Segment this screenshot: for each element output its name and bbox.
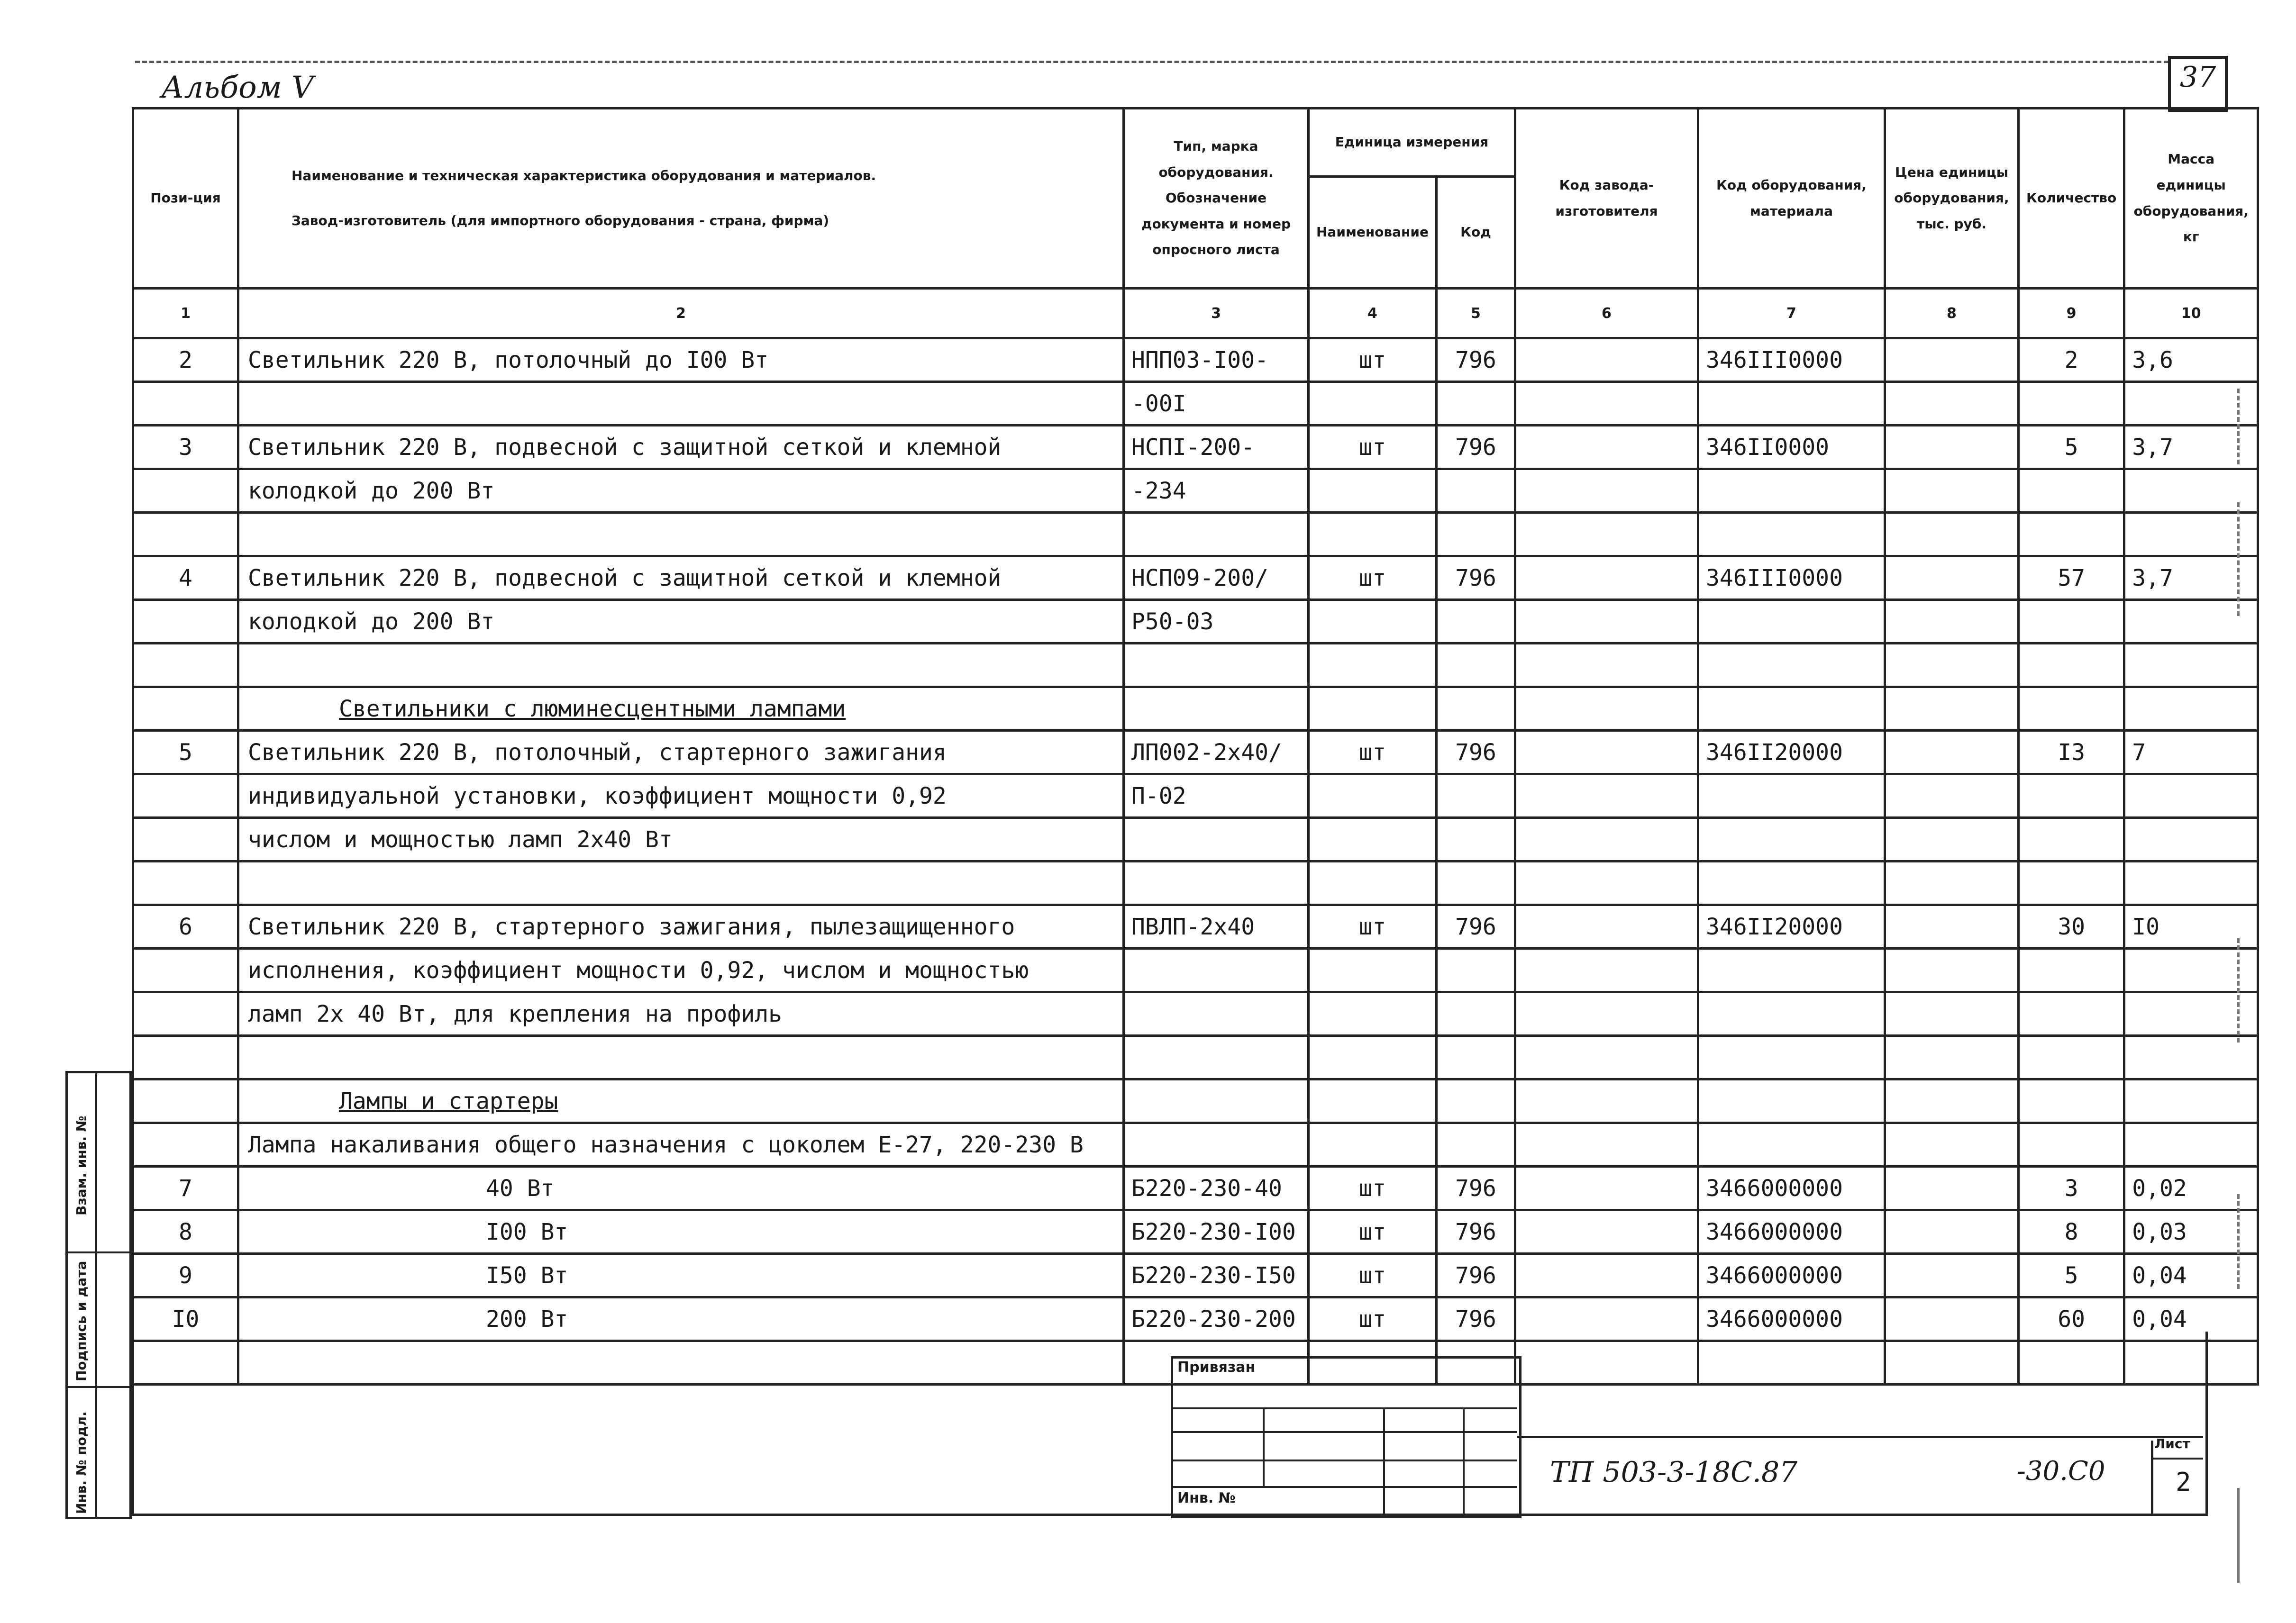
cell-position: 8 xyxy=(133,1210,238,1254)
cell-equipment-code: 346II20000 xyxy=(1698,905,1885,949)
cell-unit-code: 796 xyxy=(1436,1254,1515,1297)
cell-maker-code xyxy=(1515,600,1698,644)
cell-mass: 0,04 xyxy=(2124,1297,2258,1341)
cell-quantity: 60 xyxy=(2018,1297,2124,1341)
stamp-line xyxy=(1263,1407,1265,1486)
cell-unit-name xyxy=(1309,644,1437,687)
table-row xyxy=(133,338,2258,382)
cell-type-mark: Б220-230-40 xyxy=(1124,1167,1309,1210)
cell-name: Светильник 220 В, стартерного зажигания, пылезащищенного xyxy=(238,905,1124,949)
cell-type-mark: ЛП002-2х40/ xyxy=(1124,731,1309,774)
stamp-line xyxy=(1171,1431,1517,1433)
title-block-line xyxy=(1517,1436,2203,1438)
cell-unit-code: 796 xyxy=(1436,426,1515,469)
cell-position: 2 xyxy=(133,338,238,382)
cell-type-mark xyxy=(1124,861,1309,905)
table-row xyxy=(133,1079,2258,1123)
edge-mark xyxy=(2237,1488,2240,1583)
page-number: 37 xyxy=(2179,61,2216,94)
table-row xyxy=(133,861,2258,905)
col-header-unit-code: Код xyxy=(1436,177,1515,289)
cell-price xyxy=(1885,600,2018,644)
cell-mass: 0,02 xyxy=(2124,1167,2258,1210)
bottom-frame xyxy=(132,1332,2208,1516)
cell-unit-name xyxy=(1309,1036,1437,1079)
cell-quantity xyxy=(2018,992,2124,1036)
cell-position xyxy=(133,1123,238,1167)
side-label-signature: Подпись и дата xyxy=(73,1260,89,1381)
cell-unit-code xyxy=(1436,949,1515,992)
cell-equipment-code: 346III0000 xyxy=(1698,338,1885,382)
cell-mass: 3,7 xyxy=(2124,556,2258,600)
table-row xyxy=(133,556,2258,600)
cell-equipment-code xyxy=(1698,861,1885,905)
table-row xyxy=(133,774,2258,818)
cell-price xyxy=(1885,818,2018,861)
document-suffix: -30.С0 xyxy=(2017,1456,2105,1487)
cell-maker-code xyxy=(1515,426,1698,469)
cell-maker-code xyxy=(1515,687,1698,731)
cell-quantity xyxy=(2018,818,2124,861)
cell-name: I50 Вт xyxy=(238,1254,1124,1297)
cell-name: индивидуальной установки, коэффициент мощности 0,92 xyxy=(238,774,1124,818)
cell-name: Светильник 220 В, потолочный, стартерного зажигания xyxy=(238,731,1124,774)
col-header-equip-code: Код оборудования, материала xyxy=(1698,109,1885,289)
cell-price xyxy=(1885,992,2018,1036)
cell-price xyxy=(1885,1123,2018,1167)
album-label: Альбом Ⅴ xyxy=(161,70,314,105)
cell-equipment-code xyxy=(1698,949,1885,992)
sheet-label: Лист xyxy=(2154,1436,2190,1451)
cell-equipment-code: 346III0000 xyxy=(1698,556,1885,600)
col-number: 5 xyxy=(1436,289,1515,338)
cell-position xyxy=(133,774,238,818)
col-number: 7 xyxy=(1698,289,1885,338)
col-header-name xyxy=(238,109,1124,289)
cell-mass: 0,04 xyxy=(2124,1254,2258,1297)
cell-mass xyxy=(2124,818,2258,861)
cell-type-mark: Б220-230-I50 xyxy=(1124,1254,1309,1297)
cell-maker-code xyxy=(1515,1079,1698,1123)
cell-equipment-code xyxy=(1698,382,1885,426)
table-row xyxy=(133,382,2258,426)
cell-equipment-code xyxy=(1698,513,1885,556)
cell-name: Светильник 220 В, потолочный до I00 Вт xyxy=(238,338,1124,382)
cell-unit-name xyxy=(1309,861,1437,905)
binding-stamp-title: Привязан xyxy=(1177,1359,1256,1376)
cell-equipment-code xyxy=(1698,600,1885,644)
stamp-line xyxy=(1171,1460,1517,1461)
cell-equipment-code xyxy=(1698,1036,1885,1079)
stamp-line xyxy=(1171,1486,1517,1488)
cell-unit-name: шт xyxy=(1309,338,1437,382)
cell-price xyxy=(1885,513,2018,556)
stamp-line xyxy=(1383,1407,1385,1514)
cell-price xyxy=(1885,731,2018,774)
cell-position xyxy=(133,818,238,861)
cell-maker-code xyxy=(1515,905,1698,949)
cell-name: Лампы и стартеры xyxy=(238,1079,1124,1123)
cell-quantity xyxy=(2018,949,2124,992)
cell-quantity: I3 xyxy=(2018,731,2124,774)
cell-quantity xyxy=(2018,1036,2124,1079)
cell-mass xyxy=(2124,1123,2258,1167)
cell-quantity: 3 xyxy=(2018,1167,2124,1210)
cell-quantity xyxy=(2018,1123,2124,1167)
cell-type-mark: Б220-230-200 xyxy=(1124,1297,1309,1341)
cell-position xyxy=(133,644,238,687)
cell-mass xyxy=(2124,687,2258,731)
cell-unit-name xyxy=(1309,949,1437,992)
cell-position: 9 xyxy=(133,1254,238,1297)
cell-unit-name xyxy=(1309,600,1437,644)
cell-unit-code xyxy=(1436,469,1515,513)
cell-unit-name: шт xyxy=(1309,1254,1437,1297)
cell-price xyxy=(1885,1210,2018,1254)
cell-name xyxy=(238,513,1124,556)
stamp-inventory-label: Инв. № xyxy=(1177,1490,1236,1506)
cell-mass xyxy=(2124,644,2258,687)
cell-maker-code xyxy=(1515,469,1698,513)
col-header-type: Тип, марка оборудования. Обозначение документа и номер опросного листа xyxy=(1124,109,1309,289)
cell-type-mark: НПП03-I00- xyxy=(1124,338,1309,382)
cell-position xyxy=(133,861,238,905)
cell-price xyxy=(1885,338,2018,382)
sheet-box-line xyxy=(2151,1458,2203,1460)
cell-name: Светильники с люминесцентными лампами xyxy=(238,687,1124,731)
cell-unit-name: шт xyxy=(1309,731,1437,774)
cell-mass: 3,6 xyxy=(2124,338,2258,382)
table-row xyxy=(133,600,2258,644)
cell-type-mark: НСПI-200- xyxy=(1124,426,1309,469)
cell-equipment-code: 346II0000 xyxy=(1698,426,1885,469)
table-row xyxy=(133,1254,2258,1297)
cell-position xyxy=(133,382,238,426)
cell-price xyxy=(1885,861,2018,905)
cell-maker-code xyxy=(1515,1036,1698,1079)
cell-position: 6 xyxy=(133,905,238,949)
cell-unit-code: 796 xyxy=(1436,338,1515,382)
cell-unit-name: шт xyxy=(1309,426,1437,469)
cell-name xyxy=(238,1036,1124,1079)
cell-quantity: 8 xyxy=(2018,1210,2124,1254)
cell-maker-code xyxy=(1515,556,1698,600)
cell-name: 200 Вт xyxy=(238,1297,1124,1341)
cell-unit-code xyxy=(1436,687,1515,731)
cell-unit-code xyxy=(1436,600,1515,644)
col-number: 9 xyxy=(2018,289,2124,338)
col-header-name-line1: Наименование и техническая характеристика оборудования и материалов. xyxy=(292,167,876,183)
cell-equipment-code xyxy=(1698,644,1885,687)
cell-price xyxy=(1885,1079,2018,1123)
cell-price xyxy=(1885,1167,2018,1210)
top-border-line xyxy=(135,61,2168,63)
cell-name: Светильник 220 В, подвесной с защитной сеткой и клемной xyxy=(238,426,1124,469)
cell-unit-name xyxy=(1309,992,1437,1036)
cell-price xyxy=(1885,949,2018,992)
cell-unit-name: шт xyxy=(1309,556,1437,600)
cell-name: колодкой до 200 Вт xyxy=(238,600,1124,644)
cell-name: колодкой до 200 Вт xyxy=(238,469,1124,513)
cell-price xyxy=(1885,556,2018,600)
cell-maker-code xyxy=(1515,1167,1698,1210)
col-header-unit-name: Наименование xyxy=(1309,177,1437,289)
cell-position: 5 xyxy=(133,731,238,774)
cell-unit-code xyxy=(1436,1036,1515,1079)
table-row xyxy=(133,644,2258,687)
cell-quantity xyxy=(2018,774,2124,818)
cell-name: исполнения, коэффициент мощности 0,92, числом и мощностью xyxy=(238,949,1124,992)
cell-unit-code xyxy=(1436,513,1515,556)
table-row xyxy=(133,513,2258,556)
cell-equipment-code: 3466000000 xyxy=(1698,1254,1885,1297)
cell-equipment-code: 3466000000 xyxy=(1698,1167,1885,1210)
side-label-inv-orig: Инв. № подл. xyxy=(73,1411,89,1514)
cell-mass xyxy=(2124,861,2258,905)
cell-unit-code xyxy=(1436,1123,1515,1167)
cell-position: 7 xyxy=(133,1167,238,1210)
col-number: 4 xyxy=(1309,289,1437,338)
cell-unit-code: 796 xyxy=(1436,1297,1515,1341)
table-row xyxy=(133,687,2258,731)
side-stamp-line xyxy=(68,1386,129,1388)
cell-type-mark xyxy=(1124,818,1309,861)
cell-mass: 3,7 xyxy=(2124,426,2258,469)
stamp-line xyxy=(1463,1407,1465,1514)
edge-mark xyxy=(2237,502,2240,616)
cell-type-mark: Р50-03 xyxy=(1124,600,1309,644)
cell-maker-code xyxy=(1515,731,1698,774)
cell-maker-code xyxy=(1515,861,1698,905)
cell-type-mark xyxy=(1124,513,1309,556)
cell-type-mark xyxy=(1124,992,1309,1036)
cell-name xyxy=(238,382,1124,426)
table-row xyxy=(133,1210,2258,1254)
cell-type-mark: НСП09-200/ xyxy=(1124,556,1309,600)
column-number-row xyxy=(133,289,2258,338)
cell-position xyxy=(133,1079,238,1123)
cell-position xyxy=(133,949,238,992)
col-header-pos: Пози-ция xyxy=(133,109,238,289)
col-number: 3 xyxy=(1124,289,1309,338)
cell-unit-code xyxy=(1436,861,1515,905)
col-header-qty: Количество xyxy=(2018,109,2124,289)
cell-price xyxy=(1885,1254,2018,1297)
col-header-price: Цена единицы оборудования, тыс. руб. xyxy=(1885,109,2018,289)
cell-quantity xyxy=(2018,687,2124,731)
col-number: 2 xyxy=(238,289,1124,338)
table-row xyxy=(133,992,2258,1036)
cell-unit-name xyxy=(1309,513,1437,556)
col-number: 10 xyxy=(2124,289,2258,338)
cell-unit-name xyxy=(1309,469,1437,513)
cell-equipment-code xyxy=(1698,1123,1885,1167)
cell-unit-name: шт xyxy=(1309,905,1437,949)
cell-type-mark: ПВЛП-2х40 xyxy=(1124,905,1309,949)
cell-name: I00 Вт xyxy=(238,1210,1124,1254)
side-label-replace-inv: Взам. инв. № xyxy=(73,1115,89,1215)
cell-price xyxy=(1885,469,2018,513)
cell-name: Лампа накаливания общего назначения с цоколем Е-27, 220-230 В xyxy=(238,1123,1124,1167)
cell-equipment-code: 3466000000 xyxy=(1698,1297,1885,1341)
cell-unit-name xyxy=(1309,382,1437,426)
cell-position: 4 xyxy=(133,556,238,600)
cell-unit-code: 796 xyxy=(1436,1167,1515,1210)
cell-quantity xyxy=(2018,600,2124,644)
cell-position xyxy=(133,513,238,556)
cell-unit-code xyxy=(1436,644,1515,687)
col-number: 8 xyxy=(1885,289,2018,338)
table-row xyxy=(133,731,2258,774)
cell-maker-code xyxy=(1515,818,1698,861)
cell-unit-name: шт xyxy=(1309,1297,1437,1341)
cell-position: 3 xyxy=(133,426,238,469)
table-row xyxy=(133,1036,2258,1079)
col-header-maker-code: Код завода-изготовителя xyxy=(1515,109,1698,289)
cell-name xyxy=(238,644,1124,687)
cell-mass: 7 xyxy=(2124,731,2258,774)
table-row xyxy=(133,949,2258,992)
cell-unit-name xyxy=(1309,818,1437,861)
cell-equipment-code xyxy=(1698,818,1885,861)
cell-maker-code xyxy=(1515,992,1698,1036)
cell-unit-code: 796 xyxy=(1436,731,1515,774)
cell-quantity: 2 xyxy=(2018,338,2124,382)
stamp-line xyxy=(1171,1407,1517,1409)
cell-position xyxy=(133,469,238,513)
cell-unit-code: 796 xyxy=(1436,1210,1515,1254)
cell-mass: 0,03 xyxy=(2124,1210,2258,1254)
cell-unit-name xyxy=(1309,1079,1437,1123)
cell-price xyxy=(1885,774,2018,818)
cell-name xyxy=(238,861,1124,905)
table-row xyxy=(133,1123,2258,1167)
edge-mark xyxy=(2237,938,2240,1043)
cell-unit-name xyxy=(1309,687,1437,731)
cell-quantity: 5 xyxy=(2018,426,2124,469)
cell-maker-code xyxy=(1515,382,1698,426)
cell-maker-code xyxy=(1515,949,1698,992)
cell-maker-code xyxy=(1515,513,1698,556)
specification-table xyxy=(132,107,2259,1386)
cell-maker-code xyxy=(1515,644,1698,687)
cell-maker-code xyxy=(1515,774,1698,818)
cell-quantity xyxy=(2018,513,2124,556)
edge-mark xyxy=(2237,1194,2240,1289)
cell-mass xyxy=(2124,774,2258,818)
table-row xyxy=(133,905,2258,949)
cell-position xyxy=(133,1036,238,1079)
cell-equipment-code xyxy=(1698,992,1885,1036)
cell-quantity xyxy=(2018,861,2124,905)
cell-quantity xyxy=(2018,469,2124,513)
cell-equipment-code: 3466000000 xyxy=(1698,1210,1885,1254)
cell-unit-code xyxy=(1436,818,1515,861)
col-header-name-line2: Завод-изготовитель (для импортного оборудования - страна, фирма) xyxy=(292,212,829,228)
cell-type-mark xyxy=(1124,644,1309,687)
side-stamp xyxy=(65,1071,132,1519)
cell-type-mark xyxy=(1124,1123,1309,1167)
side-stamp-divider xyxy=(95,1073,97,1517)
cell-mass: I0 xyxy=(2124,905,2258,949)
table-row xyxy=(133,818,2258,861)
cell-quantity: 5 xyxy=(2018,1254,2124,1297)
cell-name: Светильник 220 В, подвесной с защитной сеткой и клемной xyxy=(238,556,1124,600)
cell-unit-code: 796 xyxy=(1436,556,1515,600)
cell-type-mark xyxy=(1124,1036,1309,1079)
cell-unit-name: шт xyxy=(1309,1167,1437,1210)
cell-type-mark: -00I xyxy=(1124,382,1309,426)
cell-quantity: 57 xyxy=(2018,556,2124,600)
cell-position xyxy=(133,992,238,1036)
cell-price xyxy=(1885,905,2018,949)
cell-unit-name: шт xyxy=(1309,1210,1437,1254)
cell-unit-code xyxy=(1436,1079,1515,1123)
cell-maker-code xyxy=(1515,1123,1698,1167)
cell-maker-code xyxy=(1515,1254,1698,1297)
cell-type-mark: -234 xyxy=(1124,469,1309,513)
col-number: 6 xyxy=(1515,289,1698,338)
cell-type-mark xyxy=(1124,949,1309,992)
table-row xyxy=(133,469,2258,513)
cell-unit-code xyxy=(1436,382,1515,426)
cell-price xyxy=(1885,644,2018,687)
edge-mark xyxy=(2237,389,2240,464)
side-stamp-line xyxy=(68,1251,129,1253)
col-header-unit: Единица измерения xyxy=(1309,109,1515,177)
cell-unit-code: 796 xyxy=(1436,905,1515,949)
cell-unit-code xyxy=(1436,774,1515,818)
cell-price xyxy=(1885,426,2018,469)
cell-position xyxy=(133,600,238,644)
cell-position xyxy=(133,687,238,731)
table-row xyxy=(133,1167,2258,1210)
cell-type-mark: П-02 xyxy=(1124,774,1309,818)
cell-type-mark xyxy=(1124,1079,1309,1123)
cell-quantity xyxy=(2018,382,2124,426)
document-number: ТП 503-3-18С.87 xyxy=(1550,1456,1798,1489)
cell-type-mark: Б220-230-I00 xyxy=(1124,1210,1309,1254)
cell-equipment-code xyxy=(1698,687,1885,731)
cell-maker-code xyxy=(1515,1210,1698,1254)
cell-unit-name xyxy=(1309,774,1437,818)
sheet-number: 2 xyxy=(2176,1467,2191,1497)
cell-quantity: 30 xyxy=(2018,905,2124,949)
cell-unit-name xyxy=(1309,1123,1437,1167)
cell-price xyxy=(1885,1036,2018,1079)
cell-quantity xyxy=(2018,1079,2124,1123)
cell-price xyxy=(1885,382,2018,426)
cell-name: 40 Вт xyxy=(238,1167,1124,1210)
cell-type-mark xyxy=(1124,687,1309,731)
cell-mass xyxy=(2124,1079,2258,1123)
cell-equipment-code xyxy=(1698,469,1885,513)
cell-quantity xyxy=(2018,644,2124,687)
col-number: 1 xyxy=(133,289,238,338)
table-row xyxy=(133,426,2258,469)
cell-equipment-code: 346II20000 xyxy=(1698,731,1885,774)
col-header-mass: Масса единицы оборудования, кг xyxy=(2124,109,2258,289)
cell-name: ламп 2х 40 Вт, для крепления на профиль xyxy=(238,992,1124,1036)
cell-name: числом и мощностью ламп 2х40 Вт xyxy=(238,818,1124,861)
cell-price xyxy=(1885,687,2018,731)
cell-maker-code xyxy=(1515,338,1698,382)
cell-equipment-code xyxy=(1698,774,1885,818)
cell-equipment-code xyxy=(1698,1079,1885,1123)
cell-position: I0 xyxy=(133,1297,238,1341)
cell-unit-code xyxy=(1436,992,1515,1036)
